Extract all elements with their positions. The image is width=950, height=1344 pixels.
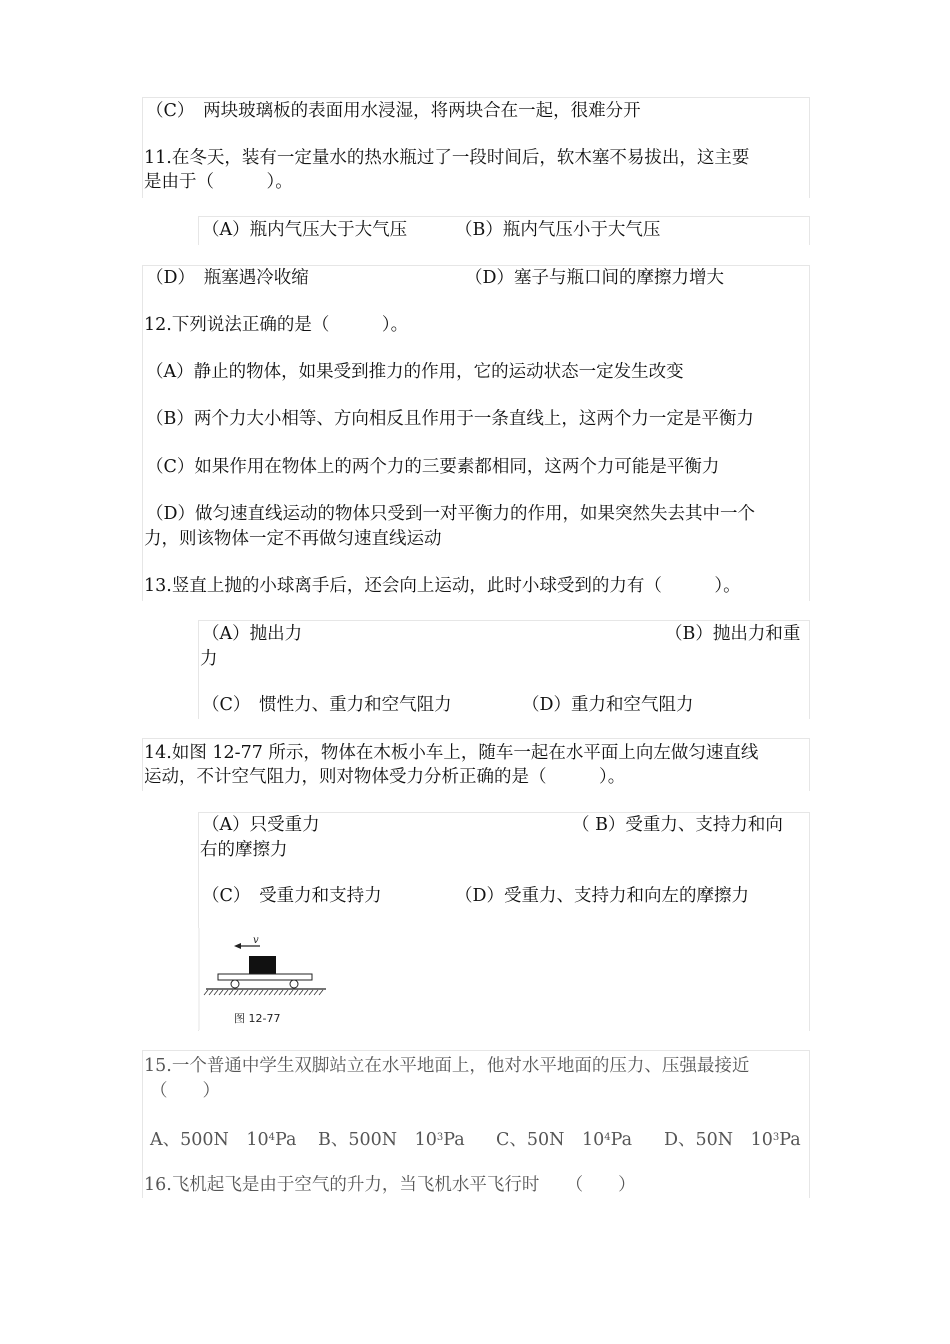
q12-option-a: （A）静止的物体，如果受到推力的作用，它的运动状态一定发生改变: [146, 362, 684, 382]
q11-stem-line-1: 11.在冬天，装有一定量水的热水瓶过了一段时间后，软木塞不易拔出，这主要: [144, 148, 750, 168]
q11-option-c: （D） 瓶塞遇冷收缩: [146, 268, 309, 288]
q15-option-d-main: D、50N 10: [664, 1130, 773, 1150]
q11-stem-line-2: 是由于（ ）。: [144, 172, 293, 192]
q16-stem: 16.飞机起飞是由于空气的升力，当飞机水平飞行时 （ ）: [144, 1175, 636, 1195]
q15-stem-line-2: （ ）: [150, 1081, 220, 1101]
q15-option-d-unit: Pa: [779, 1130, 801, 1150]
q15-option-a-main: A、500N 10: [150, 1130, 269, 1150]
block: [249, 956, 276, 974]
q15-option-a-exponent: 4: [268, 1132, 275, 1143]
q15-option-d: [664, 1126, 801, 1152]
q14-option-a: （A）只受重力: [202, 815, 320, 835]
q13-option-b-line-2: 力: [200, 649, 218, 669]
q12-option-b: （B）两个力大小相等、方向相反且作用于一条直线上，这两个力一定是平衡力: [146, 409, 754, 429]
cart-board: [218, 974, 312, 980]
q14-option-b-line-1: （ B）受重力、支持力和向: [572, 815, 783, 835]
q12-stem: 12.下列说法正确的是（ ）。: [144, 315, 409, 335]
q15-option-c-main: C、50N 10: [496, 1130, 605, 1150]
cart-wheel-left: [231, 980, 239, 988]
q14-stem-line-1: 14.如图 12-77 所示，物体在木板小车上，随车一起在水平面上向左做匀速直线: [144, 743, 759, 763]
q15-option-b-exponent: 3: [436, 1132, 444, 1143]
figure-12-77: [198, 928, 334, 1030]
q15-option-c: [496, 1126, 632, 1152]
q14-option-c: （C） 受重力和支持力: [202, 886, 382, 906]
q15-option-d-exponent: 3: [772, 1132, 780, 1143]
q15-option-b-unit: Pa: [443, 1130, 465, 1150]
q15-option-a-unit: Pa: [275, 1130, 297, 1150]
q14-stem-line-2: 运动，不计空气阻力，则对物体受力分析正确的是（ ）。: [144, 767, 626, 787]
q14-option-b-line-2: 右的摩擦力: [200, 840, 288, 860]
q11-option-d: （D）塞子与瓶口间的摩擦力增大: [465, 268, 725, 288]
q12-option-d-line-2: 力，则该物体一定不再做匀速直线运动: [144, 529, 442, 549]
q15-option-a: [150, 1126, 296, 1152]
q12-option-d-line-1: （D）做匀速直线运动的物体只受到一对平衡力的作用，如果突然失去其中一个: [146, 504, 756, 524]
q15-option-b: [318, 1126, 465, 1152]
q15-option-b-main: B、500N 10: [318, 1130, 437, 1150]
q13-option-a: （A）抛出力: [202, 624, 303, 644]
q11-option-a: （A）瓶内气压大于大气压: [202, 220, 408, 240]
q14-option-d: （D）受重力、支持力和向左的摩擦力: [455, 886, 750, 906]
q13-option-c: （C） 惯性力、重力和空气阻力: [202, 695, 452, 715]
q11-option-b: （B）瓶内气压小于大气压: [455, 220, 661, 240]
q15-option-c-unit: Pa: [610, 1130, 633, 1150]
q13-option-d: （D）重力和空气阻力: [522, 695, 694, 715]
q15-option-c-exponent: 4: [604, 1132, 611, 1143]
q13-option-b-line-1: （B）抛出力和重: [665, 624, 801, 644]
q13-stem: 13.竖直上抛的小球离手后，还会向上运动，此时小球受到的力有（ ）。: [144, 576, 741, 596]
q15-stem-line-1: 15.一个普通中学生双脚站立在水平地面上，他对水平地面的压力、压强最接近: [144, 1056, 750, 1076]
figure-caption: 图 12-77: [234, 1012, 281, 1025]
q12-option-c: （C）如果作用在物体上的两个力的三要素都相同，这两个力可能是平衡力: [146, 457, 720, 477]
q10-option-c: （C） 两块玻璃板的表面用水浸湿，将两块合在一起，很难分开: [146, 101, 641, 121]
velocity-label: v: [253, 935, 259, 946]
cart-wheel-right: [290, 980, 298, 988]
